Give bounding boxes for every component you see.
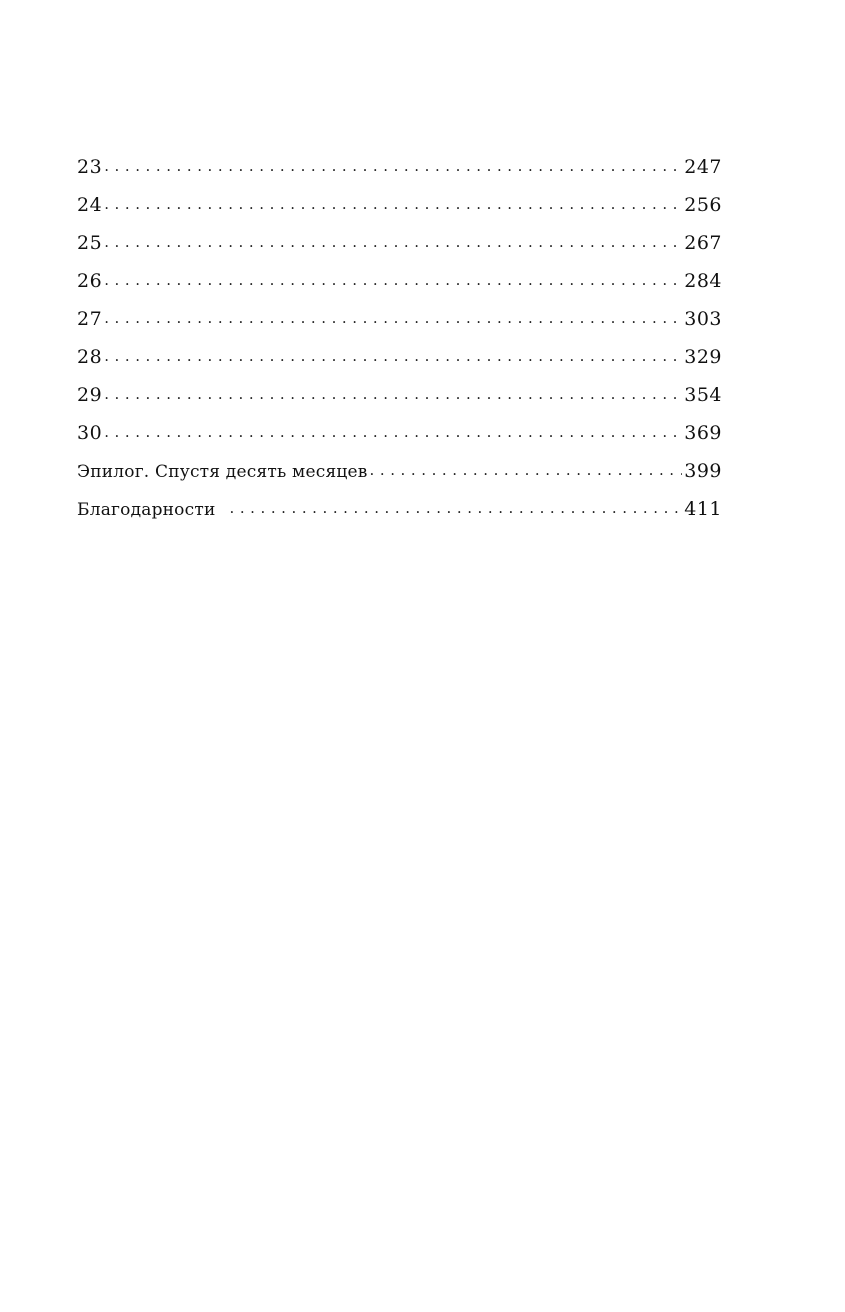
toc-entry-label: 29 — [77, 384, 103, 406]
toc-entry-page-number: 399 — [684, 460, 722, 482]
toc-entry-page-number: 267 — [684, 232, 722, 254]
dot-leader — [104, 339, 682, 372]
toc-entry-label: 24 — [77, 194, 103, 216]
toc-entry-label: 28 — [77, 346, 103, 368]
toc-entry-label: 30 — [77, 422, 103, 444]
toc-entry-page-number: 247 — [684, 156, 722, 178]
dot-leader — [104, 415, 682, 448]
dot-leader — [104, 301, 682, 334]
toc-entry-page-number: 369 — [684, 422, 722, 444]
dot-leader — [104, 149, 682, 182]
toc-entry-chapter-25 — [77, 227, 722, 265]
toc-entry-chapter-28 — [77, 341, 722, 379]
toc-entry-epilogue — [77, 455, 722, 493]
toc-entry-label: 26 — [77, 270, 103, 292]
dot-leader — [104, 225, 682, 258]
toc-entry-label: 27 — [77, 308, 103, 330]
toc-entry-label: Эпилог. Спустя десять месяцев — [77, 462, 368, 482]
dot-leader — [229, 491, 682, 524]
toc-entry-chapter-30 — [77, 417, 722, 455]
toc-entry-chapter-26 — [77, 265, 722, 303]
toc-entry-page-number: 303 — [684, 308, 722, 330]
dot-leader — [104, 377, 682, 410]
toc-entry-page-number: 354 — [684, 384, 722, 406]
dot-leader — [104, 187, 682, 220]
toc-entry-page-number: 256 — [684, 194, 722, 216]
toc-entry-chapter-23 — [77, 151, 722, 189]
toc-entry-label: 23 — [77, 156, 103, 178]
table-of-contents — [77, 151, 722, 531]
dot-leader — [104, 263, 682, 296]
toc-entry-label: Благодарности — [77, 500, 216, 520]
toc-entry-chapter-27 — [77, 303, 722, 341]
dot-leader — [370, 453, 683, 486]
toc-entry-page-number: 411 — [684, 498, 722, 520]
toc-entry-acknowledgements — [77, 493, 722, 531]
toc-entry-page-number: 329 — [684, 346, 722, 368]
toc-entry-chapter-29 — [77, 379, 722, 417]
toc-entry-label: 25 — [77, 232, 103, 254]
toc-entry-chapter-24 — [77, 189, 722, 227]
toc-entry-page-number: 284 — [684, 270, 722, 292]
